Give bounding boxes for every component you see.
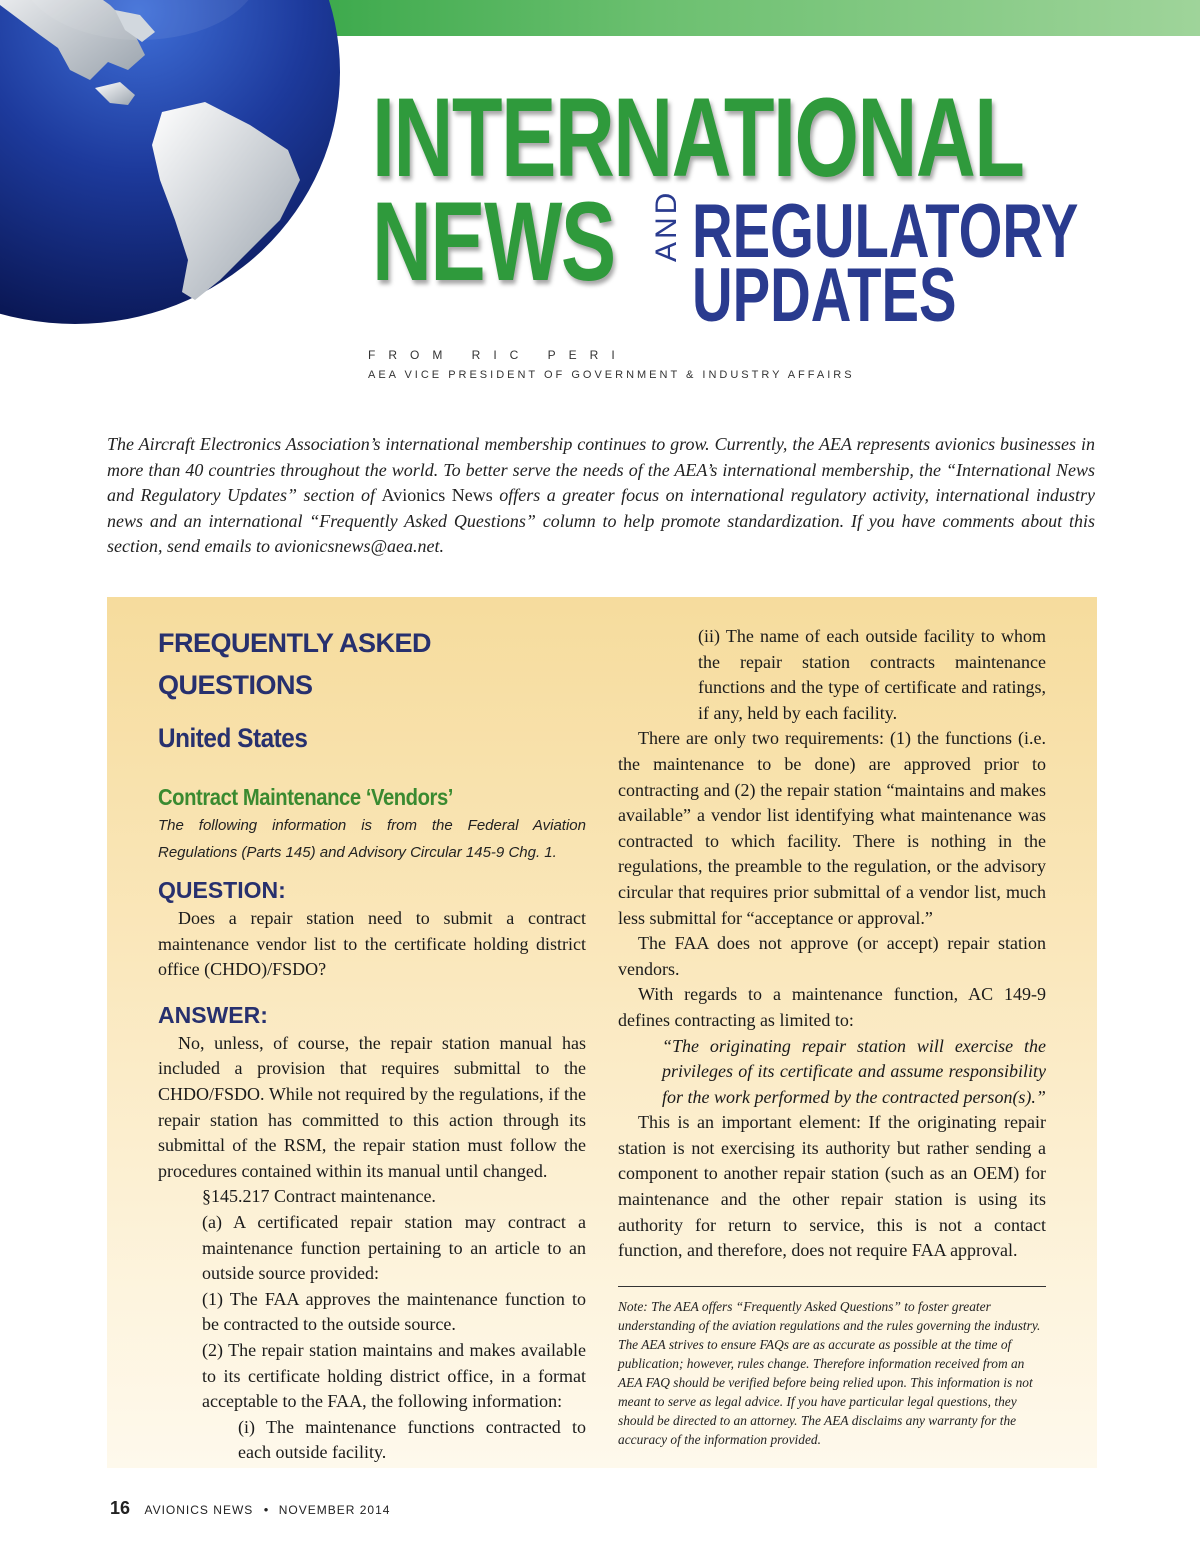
page-number: 16 [110, 1498, 131, 1518]
page-footer [110, 1498, 390, 1519]
regulation-1: (1) The FAA approves the maintenance function to be contracted to the outside source. [202, 1288, 586, 1335]
magazine-name: AVIONICS NEWS [144, 1503, 254, 1517]
byline-author: FROM RIC PERI [368, 348, 628, 362]
byline-role: AEA VICE PRESIDENT OF GOVERNMENT & INDUSTRY AFFAIRS [368, 369, 855, 381]
regulation-a: (a) A certificated repair station may contract a maintenance function pertaining to an article to an outside source provided: [202, 1211, 586, 1284]
header-accent-bar [300, 0, 1200, 36]
important-element-paragraph: This is an important element: If the originating repair station is not exercising its authority but rather sending a component to another repair station (such as an OEM) for maintenance and the other repair station is using its authority for return to service, this is not a contact function, and therefore, does not require FAA approval. [618, 1112, 1046, 1261]
ac-quote: “The originating repair station will exercise the privileges of its certificate and assume responsibility for the work performed by the contracted person(s).” [662, 1035, 1046, 1107]
intro-text-start: The Aircraft Electronics Association’s international membership continues to grow. Currently, the AEA represents avionics businesses in more than 40 countries throughout the world. To better serve the needs of the AEA’s international membership, the “International News and Regulatory Updates” section of [107, 434, 1095, 505]
globe-icon [0, 0, 340, 325]
intro-publication-name: Avionics News [381, 485, 493, 505]
title-and: AND [650, 189, 683, 262]
faq-topic: Contract Maintenance ‘Vendors’ [158, 784, 453, 810]
regulation-ii: (ii) The name of each outside facility to whom the repair station contracts maintenance functions and the type of certificate and ratings, if any, held by each facility. [698, 626, 1046, 723]
note-divider [618, 1286, 1046, 1287]
requirements-paragraph: There are only two requirements: (1) the functions (i.e. the maintenance to be done) are approved prior to contracting and (2) the repair station “maintains and makes available” a vendor list identifying what maintenance was contracted to which facility. There is nothing in the regulations, the preamble to the regulation, or the advisory circular that requires prior submittal of a vendor list, much less submittal for “acceptance or approval.” [618, 728, 1046, 928]
title-regulatory: REGULATORY [692, 189, 1079, 274]
title-news: NEWS [372, 179, 615, 304]
faq-column-right [618, 624, 1046, 1449]
regulation-title: §145.217 Contract maintenance. [202, 1186, 436, 1207]
intro-paragraph [107, 432, 1095, 560]
question-text: Does a repair station need to submit a contract maintenance vendor list to the certificate holding district office (CHDO)/FSDO? [158, 908, 586, 980]
faq-source-note: The following information is from the Federal Aviation Regulations (Parts 145) and Advisory Circular 145-9 Chg. 1. [158, 817, 586, 861]
regulation-2: (2) The repair station maintains and makes available to its certificate holding district office, in a format acceptable to the FAA, the following information: [202, 1339, 586, 1412]
title-international: INTERNATIONAL [372, 75, 1024, 200]
intro-text-end: offers a greater focus on international regulatory activity, international industry news and an international “Frequently Asked Questions” column to help promote standardization. If you have comments about this section, send emails to avionicsnews@aea.net. [107, 485, 1095, 556]
faa-vendor-paragraph: The FAA does not approve (or accept) repair station vendors. [618, 933, 1046, 979]
faq-column-left [158, 622, 586, 1466]
title-updates: UPDATES [692, 253, 957, 338]
answer-text: No, unless, of course, the repair station manual has included a provision that requires submittal to the CHDO/FSDO. While not required by the regulations, if the repair station has committed to this action through its submittal of the RSM, the repair station must follow the procedures contained within its manual until changed. [158, 1032, 586, 1181]
faq-heading: FREQUENTLY ASKED QUESTIONS [158, 628, 432, 700]
contracting-paragraph: With regards to a maintenance function, AC 149-9 defines contracting as limited to: [618, 984, 1046, 1030]
regulation-i: (i) The maintenance functions contracted to each outside facility. [238, 1416, 586, 1463]
question-label: QUESTION: [158, 877, 286, 903]
issue-date: NOVEMBER 2014 [278, 1503, 391, 1517]
disclaimer-note: Note: The AEA offers “Frequently Asked Questions” to foster greater understanding of the aviation regulations and the rules governing the industry. The AEA strives to ensure FAQs are as accurate as possible at the time of publication; however, rules change. Therefore information received from an AEA FAQ should be verified before being relied upon. This information is not meant to serve as legal advice. If you have particular legal questions, they should be directed to an attorney. The AEA disclaims any warranty for the accuracy of the information provided. [618, 1298, 1041, 1447]
footer-bullet: • [263, 1502, 269, 1517]
faq-country: United States [158, 723, 308, 753]
answer-label: ANSWER: [158, 1001, 268, 1028]
